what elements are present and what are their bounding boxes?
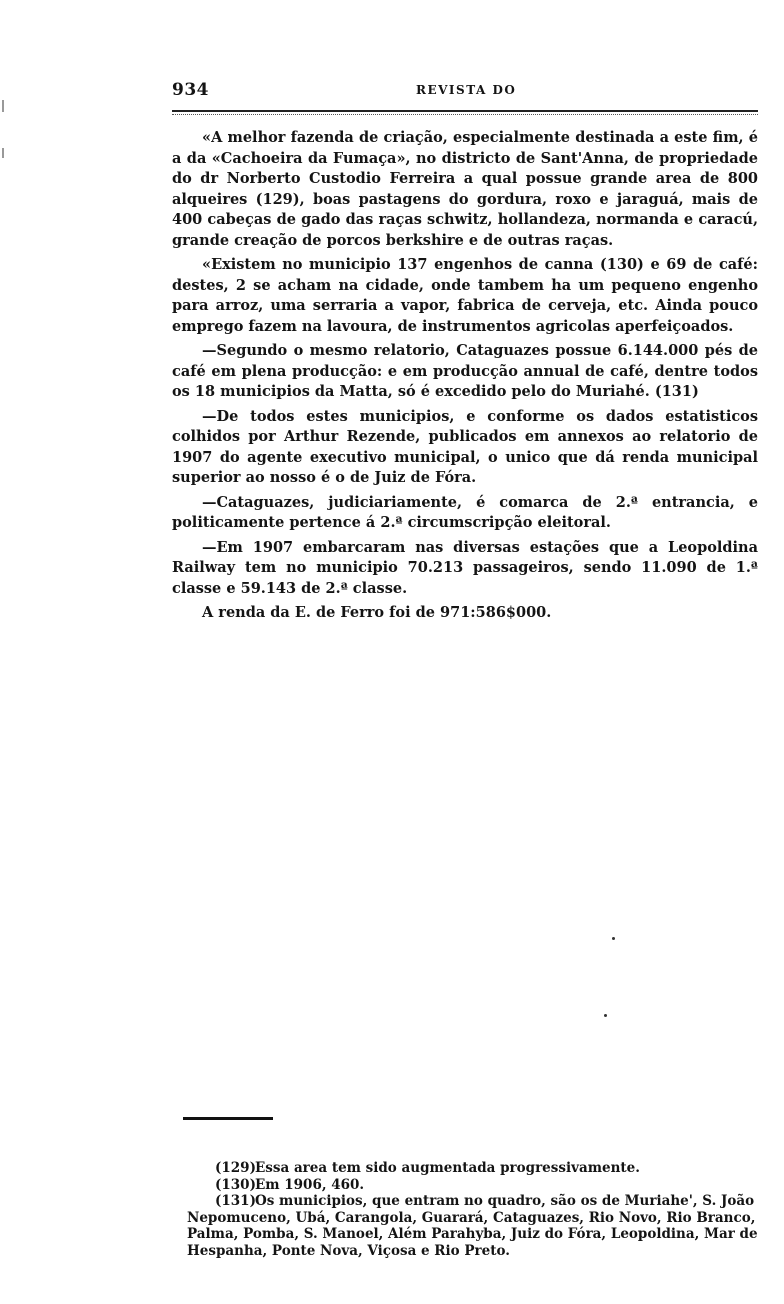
paragraph: A renda da E. de Ferro foi de 971:586$000. — [202, 604, 552, 621]
body-text — [172, 128, 758, 628]
footnote-text: Os municipios, que entram no quadro, são os de Muriahe', S. João Nepomuceno, Ubá, Carangola, Guarará, Cataguazes, Rio Novo, Rio Branco, Palma, Pomba, S. Manoel, Além Parahyba, Juiz do Fóra, Leopoldina, Mar de Hespanha, Ponte Nova, Viçosa e Rio Preto. — [187, 1193, 758, 1259]
scan-speck — [604, 1014, 607, 1017]
scan-margin-mark — [2, 100, 4, 112]
paragraph: —Cataguazes, judiciariamente, é comarca de 2.ª entrancia, e politicamente pertence á 2.ª circumscripção eleitoral. — [172, 493, 758, 531]
paragraph: «Existem no municipio 137 engenhos de canna (130) e 69 de café: destes, 2 se acham na cidade, onde tambem ha um pequeno engenho para arroz, uma serraria a vapor, fabrica de cerveja, etc. Ainda pouco emprego fazem na lavoura, de instrumentos agricolas aperfeiçoados. — [172, 256, 758, 335]
scan-margin-mark — [2, 148, 4, 158]
paragraph: —Segundo o mesmo relatorio, Cataguazes possue 6.144.000 pés de café em plena producção: e em producção annual de café, dentre todos os 18 municipios da Matta, só é excedido pelo do Muriahé. (131) — [172, 342, 758, 400]
paragraph: «A melhor fazenda de criação, especialmente destinada a este fim, é a da «Cachoeira da Fumaça», no districto de Sant'Anna, de propriedade do dr Norberto Custodio Ferreira a qual possue grande area de 800 alqueires (129), boas pastagens do gordura, roxo e jaraguá, mais de 400 cabeças de gado das raças schwitz, hollandeza, normanda e caracú, grande creação de porcos berkshire e de outras raças. — [172, 129, 758, 249]
page-number: 934 — [172, 80, 209, 100]
footnote — [187, 1193, 767, 1259]
paragraph: —Em 1907 embarcaram nas diversas estações que a Leopoldina Railway tem no municipio 70.213 passageiros, sendo 11.090 de 1.ª classe e 59.143 de 2.ª classe. — [172, 538, 758, 597]
footnote-mark: (131) — [215, 1193, 256, 1209]
footnote-rule — [183, 1117, 273, 1120]
footnotes — [187, 1160, 767, 1259]
footnote-text: Essa area tem sido augmentada progressivamente. — [255, 1160, 640, 1176]
footnote-mark: (130) — [215, 1176, 256, 1193]
header-rule-dotted — [172, 114, 758, 115]
running-head: REVISTA DO — [416, 83, 517, 97]
scan-speck — [612, 937, 615, 940]
footnote-text: Em 1906, 460. — [255, 1176, 365, 1193]
footnote — [187, 1177, 767, 1194]
header-rule — [172, 110, 758, 112]
paragraph: —De todos estes municipios, e conforme os dados estatisticos colhidos por Arthur Rezende, publicados em annexos ao relatorio de 1907 do agente executivo municipal, o unico que dá renda municipal superior ao nosso é o de Juiz de Fóra. — [172, 407, 758, 486]
page-header — [172, 80, 758, 102]
footnote-mark: (129) — [215, 1160, 256, 1176]
footnote — [187, 1160, 767, 1177]
